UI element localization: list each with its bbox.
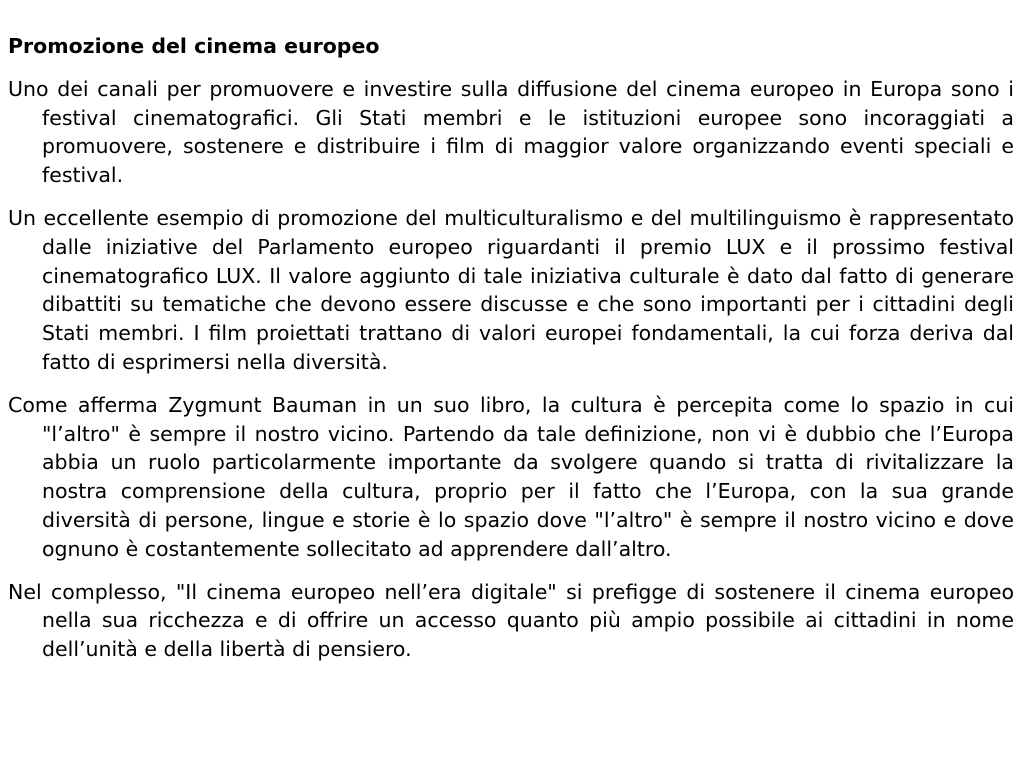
document-body bbox=[8, 32, 1014, 678]
paragraph-festivals: Uno dei canali per promuovere e investire sulla diffusione del cinema europeo in Europa sono i festival cinematografici. Gli Stati membri e le istituzioni europee sono incoraggiati a promuovere, sostenere e distribuire i film di maggior valore organizzando eventi speciali e festival. bbox=[8, 76, 1014, 188]
section-title: Promozione del cinema europeo bbox=[8, 34, 380, 58]
paragraph-lux-prize: Un eccellente esempio di promozione del multiculturalismo e del multilinguismo è rappresentato dalle iniziative del Parlamento europeo riguardanti il premio LUX e il prossimo festival cinematografico LUX. Il valore aggiunto di tale iniziativa culturale è dato dal fatto di generare dibattiti su tematiche che devono essere discusse e che sono importanti per i cittadini degli Stati membri. I film proiettati trattano di valori europei fondamentali, la cui forza deriva dal fatto di esprimersi nella diversità. bbox=[8, 205, 1014, 374]
paragraph-conclusion: Nel complesso, "Il cinema europeo nell’era digitale" si prefigge di sostenere il cinema europeo nella sua ricchezza e di offrire un accesso quanto più ampio possibile ai cittadini in nome dell’unità e della libertà di pensiero. bbox=[8, 579, 1014, 662]
paragraph-bauman: Come afferma Zygmunt Bauman in un suo libro, la cultura è percepita come lo spazio in cui "l’altro" è sempre il nostro vicino. Partendo da tale definizione, non vi è dubbio che l’Europa abbia un ruolo particolarmente importante da svolgere quando si tratta di rivitalizzare la nostra comprensione della cultura, proprio per il fatto che l’Europa, con la sua grande diversità di persone, lingue e storie è lo spazio dove "l’altro" è sempre il nostro vicino e dove ognuno è costantemente sollecitato ad apprendere dall’altro. bbox=[8, 392, 1014, 561]
